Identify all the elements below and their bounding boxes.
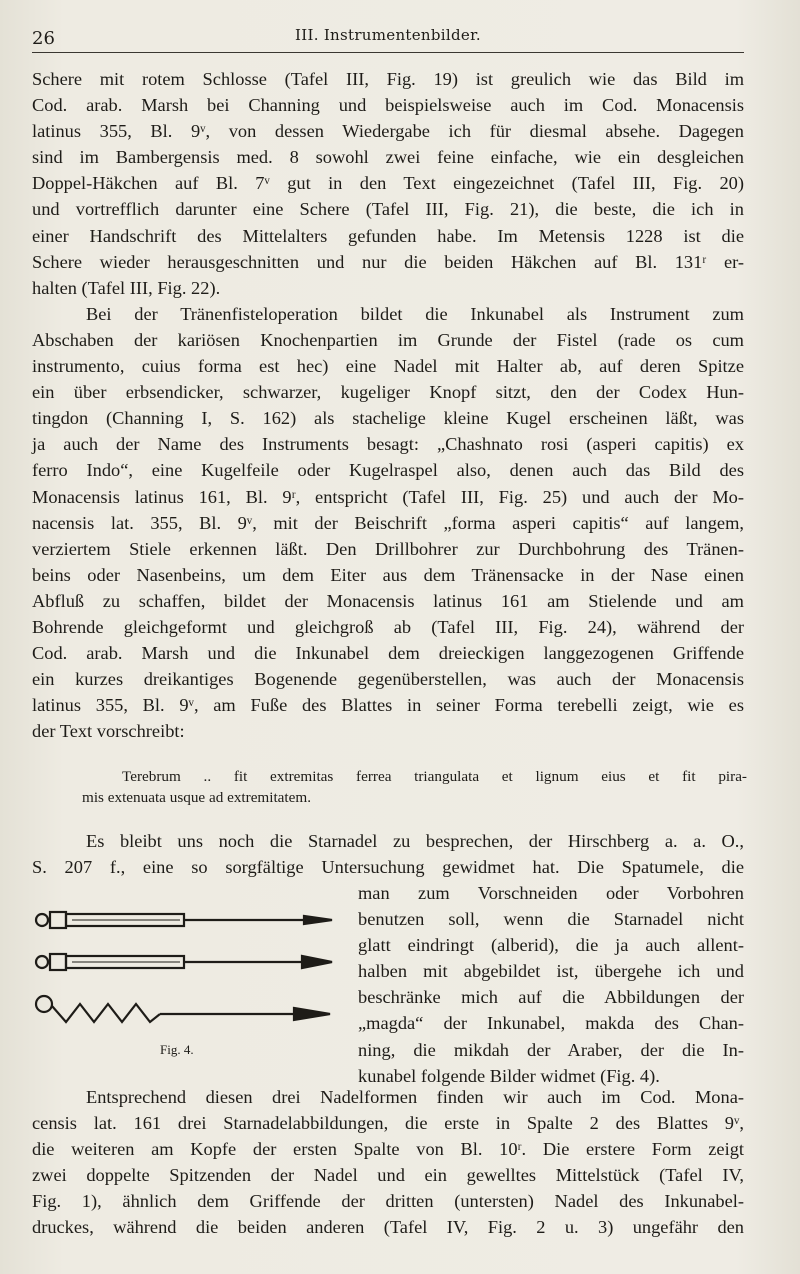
- quote-line: Terebrum .. fit extremitas ferrea triangulata et lignum eius et fit pira-: [122, 768, 747, 785]
- text-line: Cod. arab. Marsh bei Channing und beispielsweise auch im Cod. Monacensis: [32, 95, 744, 116]
- text-line: Es bleibt uns noch die Starnadel zu besprechen, der Hirschberg a. a. O.,: [86, 831, 744, 851]
- page-header: [32, 22, 744, 53]
- text-line: druckes, während die beiden anderen (Tafel IV, Fig. 2 u. 3) ungefähr den: [32, 1217, 744, 1238]
- wrapped-text-column: [358, 880, 744, 1089]
- text-line: Doppel-Häkchen auf Bl. 7ᵛ gut in den Text eingezeichnet (Tafel III, Fig. 20): [32, 173, 744, 194]
- text-line: beins oder Nasenbeins, um dem Eiter aus dem Tränensacke in der Nase einen: [32, 564, 744, 585]
- text-line: latinus 355, Bl. 9ᵛ, von dessen Wiedergabe ich für diesmal absehe. Dagegen: [32, 121, 744, 142]
- text-line: der Text vorschreibt:: [32, 721, 185, 742]
- text-line: halben mit abgebildet ist, übergehe ich und: [358, 961, 744, 982]
- text-line: Cod. arab. Marsh und die Inkunabel dem dreieckigen langgezogenen Griffende: [32, 643, 744, 664]
- needle-3-illustration: [36, 996, 330, 1022]
- text-line: latinus 355, Bl. 9ᵛ, am Fuße des Blattes in seiner Forma terebelli zeigt, wie es: [32, 695, 744, 716]
- text-line: ein über erbsendicker, schwarzer, kugeliger Knopf sitzt, den der Codex Hun-: [32, 382, 744, 403]
- text-line: ja auch der Name des Instruments besagt: „Chashnato rosi (asperi capitis) ex: [32, 434, 744, 455]
- text-line: nacensis lat. 355, Bl. 9ᵛ, mit der Beischrift „forma asperi capitis“ auf langem,: [32, 512, 744, 533]
- text-line: Abfluß zu schaffen, bildet der Monacensis latinus 161 am Stielende und am: [32, 590, 744, 611]
- text-line: kunabel folgende Bilder widmet (Fig. 4).: [358, 1065, 660, 1086]
- text-line: ferro Indo“, eine Kugelfeile oder Kugelraspel also, denen auch das Bild des: [32, 460, 744, 481]
- text-line: glatt eindringt (alberid), die ja auch allent-: [358, 935, 744, 956]
- text-line: die weiteren am Kopfe der ersten Spalte von Bl. 10ʳ. Die erstere Form zeigt: [32, 1139, 744, 1160]
- paragraph: [32, 1084, 744, 1241]
- text-line: Monacensis latinus 161, Bl. 9ʳ, entspricht (Tafel III, Fig. 25) und auch der Mo-: [32, 486, 744, 507]
- text-line: ning, die mikdah der Araber, der die In-: [358, 1039, 744, 1060]
- text-line: sind im Bambergensis med. 8 sowohl zwei feine einfache, wie ein desgleichen: [32, 147, 744, 168]
- text-line: beschränke mich auf die Abbildungen der: [358, 987, 744, 1008]
- running-title: III. Instrumentenbilder.: [295, 26, 481, 44]
- text-line: halten (Tafel III, Fig. 22).: [32, 277, 221, 298]
- text-line: „magda“ der Inkunabel, makda des Chan-: [358, 1013, 744, 1034]
- page-number: 26: [32, 28, 55, 49]
- needle-1-illustration: [36, 912, 332, 928]
- text-line: Entsprechend diesen drei Nadelformen finden wir auch im Cod. Mona-: [86, 1087, 744, 1107]
- quote-line: mis extenuata usque ad extremitatem.: [82, 789, 311, 806]
- text-line: verziertem Stiele erkennen läßt. Den Drillbohrer zur Durchbohrung des Tränen-: [32, 538, 744, 559]
- text-line: S. 207 f., eine so sorgfältige Untersuchung gewidmet hat. Die Spatumele, die: [32, 857, 744, 878]
- text-line: benutzen soll, wenn die Starnadel nicht: [358, 909, 744, 930]
- paragraph: [32, 828, 744, 880]
- text-line: und vortrefflich darunter eine Schere (Tafel III, Fig. 21), die beste, die ich in: [32, 199, 744, 220]
- figure-4-needles: [32, 898, 342, 1038]
- text-line: einer Handschrift des Mittelalters gefunden habe. Im Metensis 1228 ist die: [32, 225, 744, 246]
- text-line: tingdon (Channing I, S. 162) als stachelige kleine Kugel erscheinen läßt, was: [32, 408, 744, 429]
- text-line: censis lat. 161 drei Starnadelabbildungen, die erste in Spalte 2 des Blattes 9ᵛ,: [32, 1113, 744, 1134]
- text-line: Bei der Tränenfisteloperation bildet die Inkunabel als Instrument zum: [86, 303, 744, 324]
- text-line: Fig. 1), ähnlich dem Griffende der dritten (untersten) Nadel des Inkunabel-: [32, 1191, 744, 1212]
- text-line: instrumento, cuius forma est hec) eine Nadel mit Halter ab, auf deren Spitze: [32, 356, 744, 377]
- figure-caption: Fig. 4.: [160, 1042, 194, 1057]
- text-line: Schere wieder herausgeschnitten und nur die beiden Häkchen auf Bl. 131ʳ er-: [32, 251, 744, 272]
- text-line: Schere mit rotem Schlosse (Tafel III, Fig. 19) ist greulich wie das Bild im: [32, 69, 744, 89]
- text-line: zwei doppelte Spitzenden der Nadel und ein gewelltes Mittelstück (Tafel IV,: [32, 1165, 744, 1186]
- text-line: man zum Vorschneiden oder Vorbohren: [358, 883, 744, 903]
- text-line: Abschaben der kariösen Knochenpartien im Grunde der Fistel (rade os cum: [32, 329, 744, 350]
- needle-2-illustration: [36, 954, 332, 970]
- block-quote: [82, 766, 747, 808]
- text-line: Bohrende gleichgeformt und gleichgroß ab (Tafel III, Fig. 24), während der: [32, 616, 744, 637]
- text-line: ein kurzes dreikantiges Bogenende gegenüberstellen, was auch der Monacensis: [32, 669, 744, 690]
- main-text: [32, 66, 744, 744]
